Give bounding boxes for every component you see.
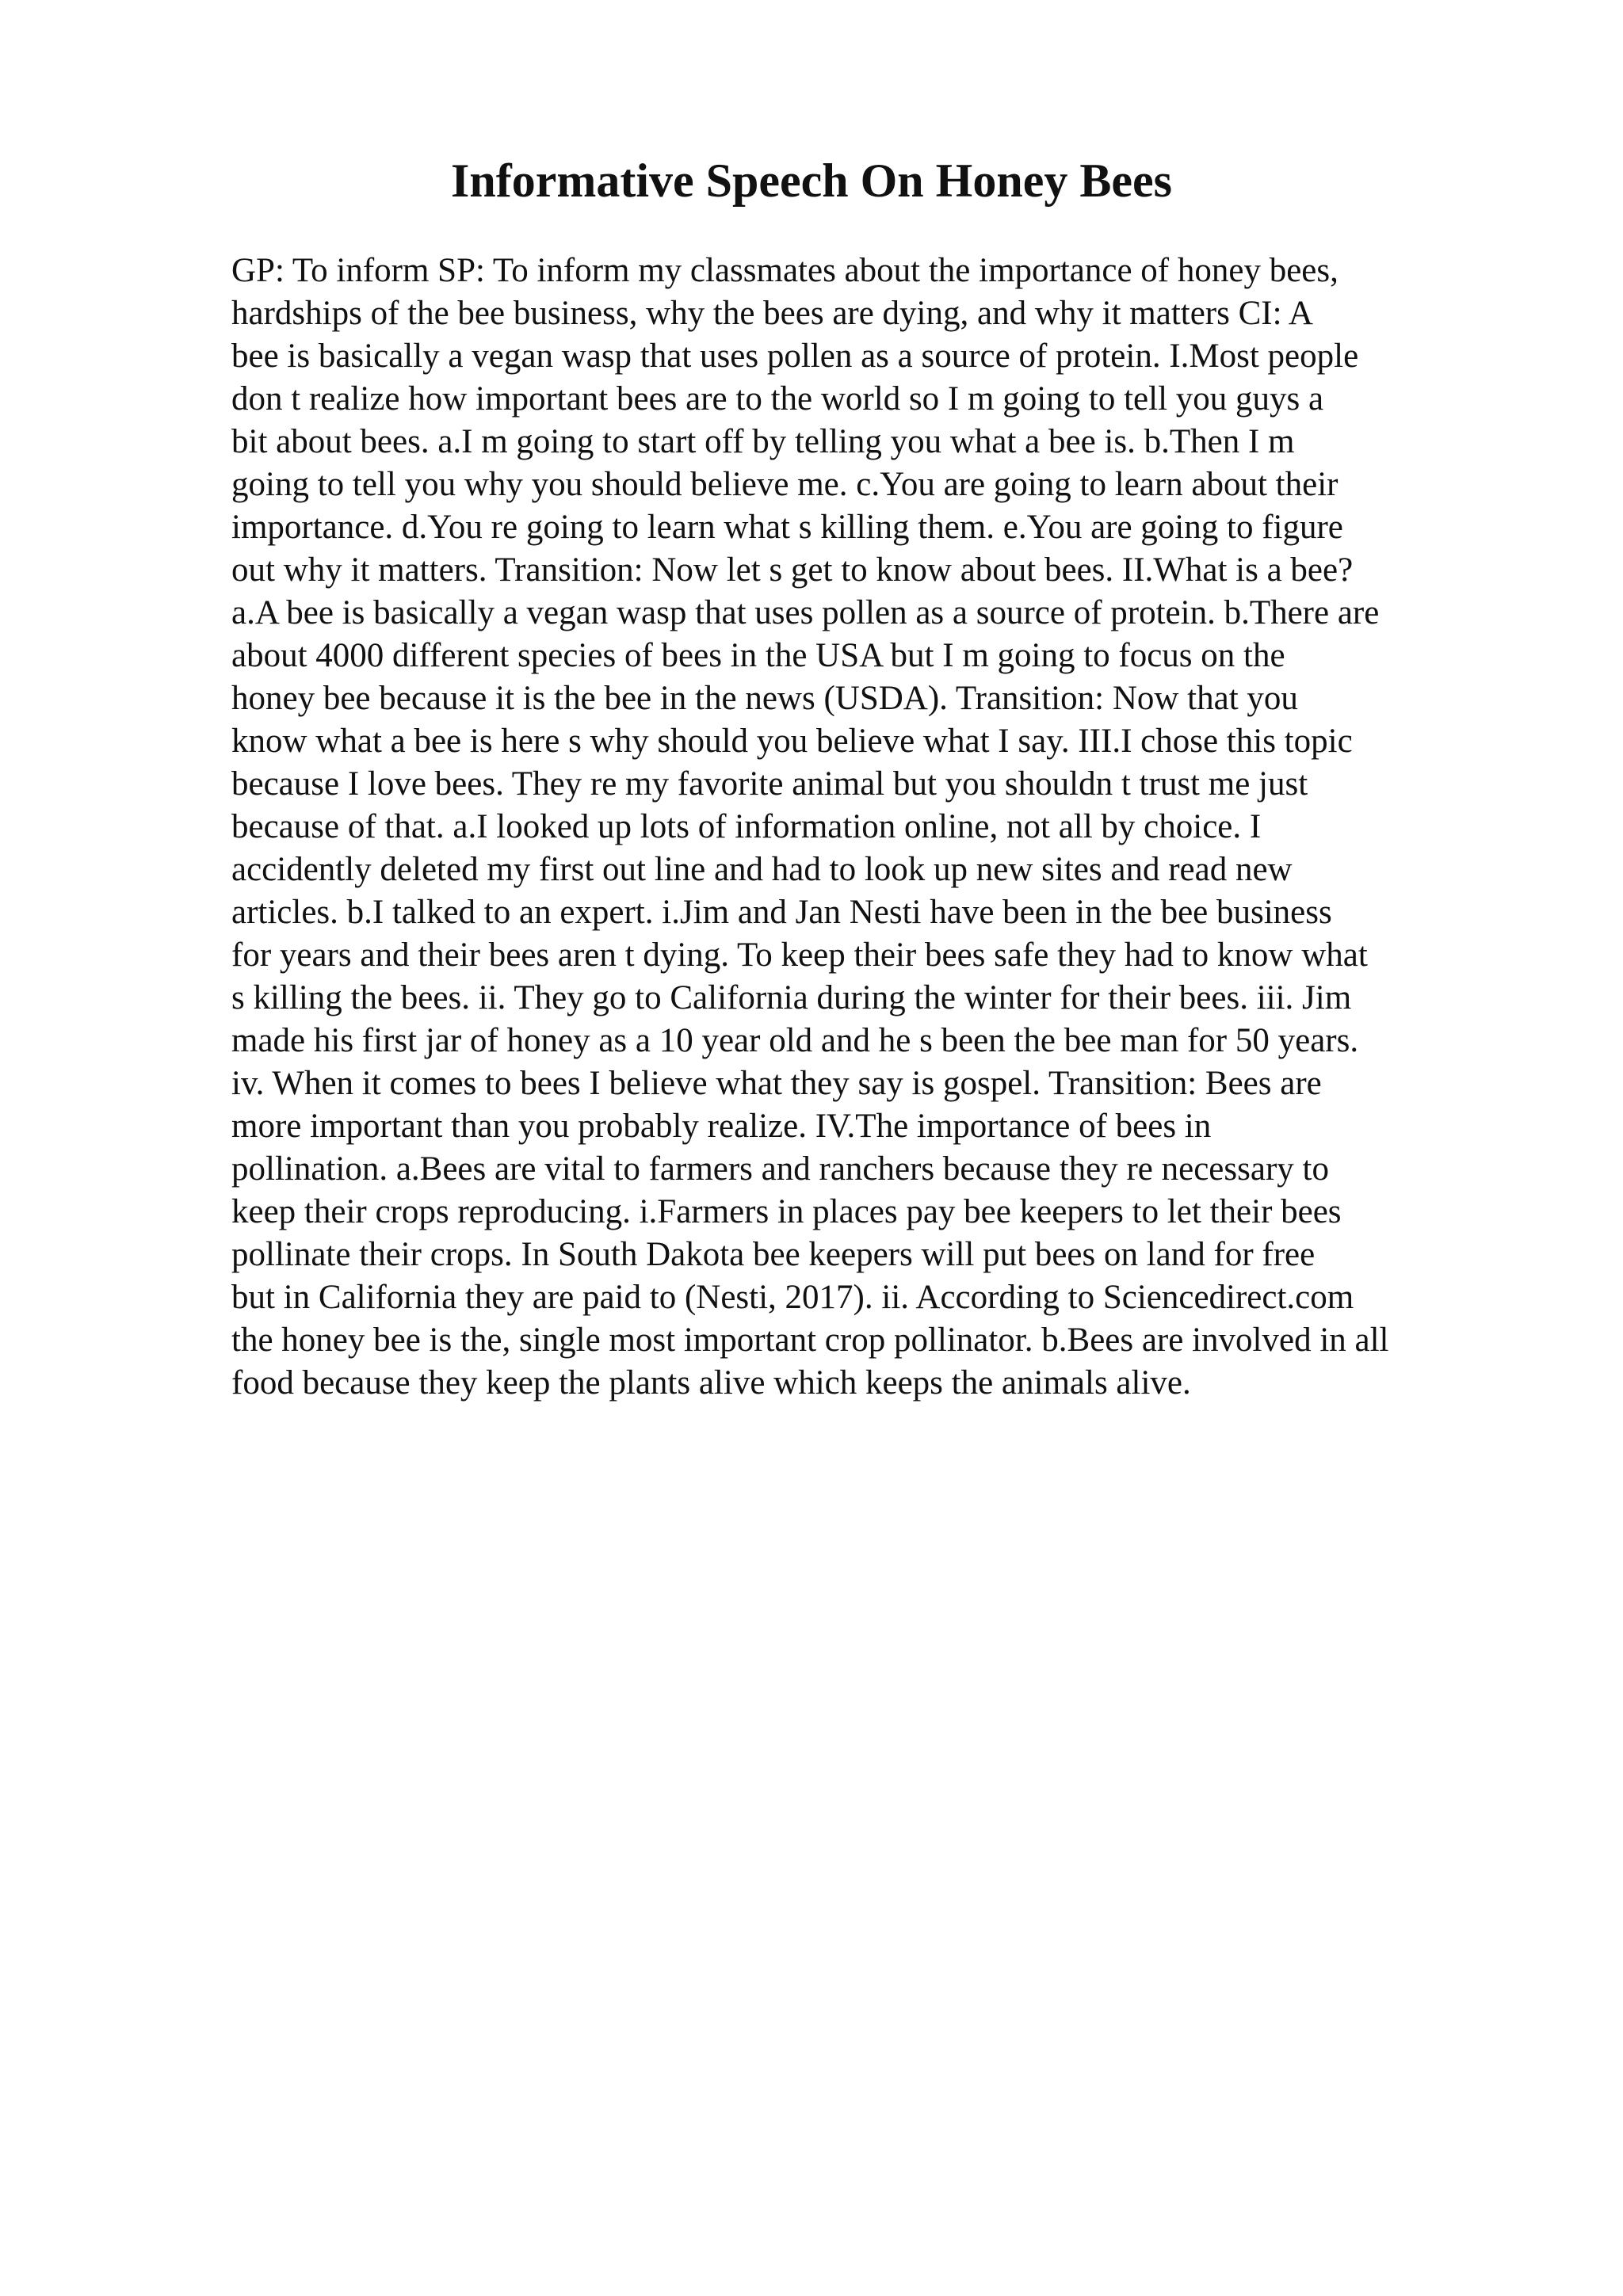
document-title: Informative Speech On Honey Bees: [451, 154, 1172, 207]
body-line: honey bee because it is the bee in the news (USDA). Transition: Now that you: [231, 680, 1298, 717]
body-line: about 4000 different species of bees in the USA but I m going to focus on the: [231, 637, 1285, 674]
body-line: but in California they are paid to (Nesti, 2017). ii. According to Sciencedirect.com: [231, 1279, 1354, 1316]
body-line: more important than you probably realize. IV.The importance of bees in: [231, 1108, 1212, 1145]
body-line: hardships of the bee business, why the bees are dying, and why it matters CI: A: [231, 295, 1313, 332]
body-line: keep their crops reproducing. i.Farmers in places pay bee keepers to let their bees: [231, 1193, 1342, 1230]
body-line: the honey bee is the, single most important crop pollinator. b.Bees are involved in all: [231, 1322, 1389, 1359]
body-line: don t realize how important bees are to the world so I m going to tell you guys a: [231, 380, 1324, 418]
body-line: food because they keep the plants alive which keeps the animals alive.: [231, 1364, 1191, 1402]
body-line: pollinate their crops. In South Dakota bee keepers will put bees on land for free: [231, 1236, 1316, 1273]
body-line: made his first jar of honey as a 10 year old and he s been the bee man for 50 years.: [231, 1022, 1359, 1059]
body-line: know what a bee is here s why should you believe what I say. III.I chose this topic: [231, 723, 1353, 760]
body-line: bit about bees. a.I m going to start off by telling you what a bee is. b.Then I m: [231, 423, 1295, 460]
body-line: s killing the bees. ii. They go to California during the winter for their bees. iii. Jim: [231, 979, 1352, 1016]
body-line: iv. When it comes to bees I believe what they say is gospel. Transition: Bees are: [231, 1065, 1322, 1102]
body-line: articles. b.I talked to an expert. i.Jim and Jan Nesti have been in the bee business: [231, 894, 1332, 931]
body-line: because of that. a.I looked up lots of information online, not all by choice. I: [231, 808, 1262, 845]
speech-body: [231, 250, 1499, 1405]
body-line: for years and their bees aren t dying. To keep their bees safe they had to know what: [231, 936, 1368, 974]
body-line: because I love bees. They re my favorite animal but you shouldn t trust me just: [231, 765, 1308, 803]
body-line: importance. d.You re going to learn what s killing them. e.You are going to figure: [231, 509, 1343, 546]
body-line: accidently deleted my first out line and had to look up new sites and read new: [231, 851, 1293, 888]
body-line: a.A bee is basically a vegan wasp that uses pollen as a source of protein. b.There are: [231, 594, 1380, 631]
body-line: GP: To inform SP: To inform my classmates about the importance of honey bees,: [231, 252, 1338, 289]
body-line: bee is basically a vegan wasp that uses pollen as a source of protein. I.Most people: [231, 338, 1359, 375]
body-line: going to tell you why you should believe me. c.You are going to learn about their: [231, 466, 1338, 503]
body-line: pollination. a.Bees are vital to farmers and ranchers because they re necessary to: [231, 1150, 1329, 1188]
body-line: out why it matters. Transition: Now let s get to know about bees. II.What is a bee?: [231, 551, 1354, 589]
